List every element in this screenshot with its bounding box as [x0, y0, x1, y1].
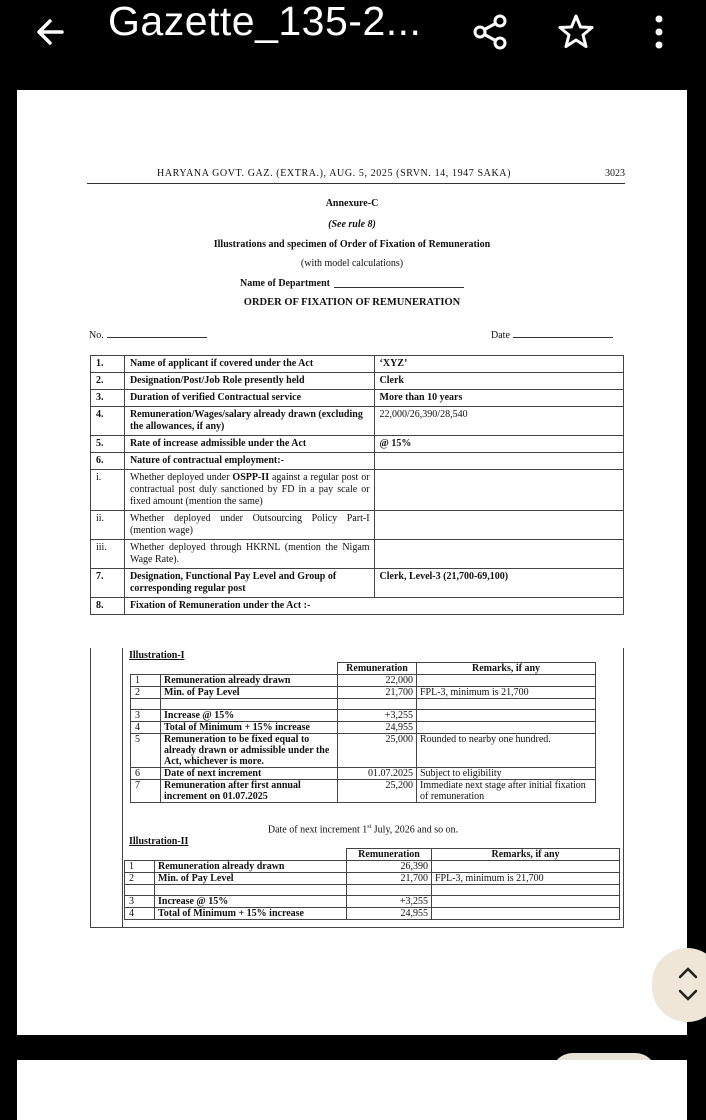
- spacer-cell: [347, 885, 432, 896]
- row-answer: Clerk: [374, 373, 623, 390]
- next-increment-note-tail: July, 2026 and so on.: [371, 824, 459, 836]
- step-value: 22,000: [338, 675, 417, 687]
- application-table: [90, 355, 624, 615]
- table-row: [91, 373, 624, 390]
- table-row: [131, 710, 596, 722]
- step-remark: [432, 908, 620, 920]
- row-number: ii.: [91, 511, 125, 540]
- row-answer: @ 15%: [374, 436, 623, 453]
- spacer-cell: [131, 699, 161, 710]
- step-label: Remuneration already drawn: [155, 861, 347, 873]
- illustration-1-footer: [130, 822, 596, 835]
- star-outline-icon[interactable]: [556, 12, 596, 52]
- department-blank: [334, 287, 464, 288]
- row-answer: [374, 470, 623, 511]
- app-bar: [0, 0, 706, 90]
- step-value: 24,955: [347, 908, 432, 920]
- table-row: [125, 896, 620, 908]
- row-number: 3.: [91, 390, 125, 407]
- row-number: 4.: [91, 407, 125, 436]
- table-row: [131, 780, 596, 803]
- table-row: [91, 598, 624, 615]
- annexure-label: Annexure-C: [325, 198, 379, 209]
- step-label: Remuneration after first annual increment on 01.07.2025: [161, 780, 338, 803]
- chevron-down-icon[interactable]: [678, 988, 698, 1002]
- next-increment-note-sup: st: [367, 824, 372, 830]
- step-remark: FPL-3, minimum is 21,700: [417, 687, 596, 699]
- row-answer: More than 10 years: [374, 390, 623, 407]
- row-question: Name of applicant if covered under the Act: [124, 356, 374, 373]
- order-title: ORDER OF FIXATION OF REMUNERATION: [243, 297, 461, 308]
- row-answer: 22,000/26,390/28,540: [374, 407, 623, 436]
- row-question: Whether deployed under Outsourcing Policy Part-I (mention wage): [124, 511, 374, 540]
- table-row: [91, 569, 624, 598]
- table-row: [131, 734, 596, 768]
- date-label: Date: [491, 330, 510, 341]
- step-label: Remuneration to be fixed equal to already drawn or admissible under the Act, whichever is more.: [161, 734, 338, 768]
- spacer-cell: [338, 699, 417, 710]
- step-value: +3,255: [347, 896, 432, 908]
- step-value: 21,700: [347, 873, 432, 885]
- row-answer: [374, 453, 623, 470]
- table-row: [91, 540, 624, 569]
- spacer-cell: [161, 699, 338, 710]
- gazette-header-text: HARYANA GOVT. GAZ. (EXTRA.), AUG. 5, 2025 (SRVN. 14, 1947 SAKA): [157, 168, 512, 179]
- step-number: 1: [131, 675, 161, 687]
- table-row: [125, 873, 620, 885]
- department-field: [240, 278, 464, 289]
- step-label: Increase @ 15%: [161, 710, 338, 722]
- row-question: Remuneration/Wages/salary already drawn (excluding the allowances, if any): [124, 407, 374, 436]
- next-increment-note: Date of next increment 1: [267, 824, 368, 836]
- gazette-header: [87, 168, 625, 184]
- step-label: Min. of Pay Level: [155, 873, 347, 885]
- page-number: 3023: [605, 168, 625, 179]
- row-number: 7.: [91, 569, 125, 598]
- step-value: 25,000: [338, 734, 417, 768]
- step-remark: FPL-3, minimum is 21,700: [432, 873, 620, 885]
- spacer-cell: [417, 699, 596, 710]
- step-value: 25,200: [338, 780, 417, 803]
- step-label: Total of Minimum + 15% increase: [155, 908, 347, 920]
- illustration-frame-divider: [122, 648, 123, 928]
- step-number: 3: [131, 710, 161, 722]
- step-label: Increase @ 15%: [155, 896, 347, 908]
- row-question: Whether deployed under OSPP-II against a regular post or contractual post duly sanctioned by FD in a pay scale or fixed amount (mention the same): [124, 470, 374, 511]
- rule-reference: (See rule 8): [328, 219, 376, 230]
- step-label: Min. of Pay Level: [161, 687, 338, 699]
- step-remark: [417, 675, 596, 687]
- table-row: [125, 908, 620, 920]
- document-subheading: (with model calculations): [300, 258, 404, 269]
- table-row: [131, 687, 596, 699]
- table-row: [91, 511, 624, 540]
- department-label: Name of Department: [240, 278, 330, 289]
- step-label: Date of next increment: [161, 768, 338, 780]
- step-remark: [417, 722, 596, 734]
- row-question: Rate of increase admissible under the Act: [124, 436, 374, 453]
- step-number: 2: [131, 687, 161, 699]
- step-value: 24,955: [338, 722, 417, 734]
- step-remark: [417, 710, 596, 722]
- step-number: 2: [125, 873, 155, 885]
- illustration-2-title: Illustration-II: [129, 836, 189, 847]
- table-row: [131, 722, 596, 734]
- number-blank: [107, 337, 207, 338]
- document-page[interactable]: [17, 90, 687, 1035]
- table-row: [91, 436, 624, 453]
- step-remark: Rounded to nearby one hundred.: [417, 734, 596, 768]
- chevron-up-icon[interactable]: [678, 966, 698, 980]
- illustration-1-table: [130, 662, 596, 803]
- step-number: 4: [125, 908, 155, 920]
- remuneration-header: Remuneration: [347, 849, 432, 861]
- row-answer: [374, 540, 623, 569]
- step-label: Remuneration already drawn: [161, 675, 338, 687]
- row-question: Designation/Post/Job Role presently held: [124, 373, 374, 390]
- blank-header: [131, 663, 338, 675]
- illustration-2-table: [124, 848, 620, 920]
- step-number: 3: [125, 896, 155, 908]
- row-number: i.: [91, 470, 125, 511]
- remarks-header: Remarks, if any: [432, 849, 620, 861]
- row-number: 6.: [91, 453, 125, 470]
- more-vertical-icon[interactable]: [644, 12, 674, 52]
- row-answer: Clerk, Level-3 (21,700-69,100): [374, 569, 623, 598]
- step-remark: Subject to eligibility: [417, 768, 596, 780]
- spacer-cell: [125, 885, 155, 896]
- date-blank: [513, 337, 613, 338]
- table-row: [91, 390, 624, 407]
- spacer-cell: [155, 885, 347, 896]
- table-row: [131, 675, 596, 687]
- table-row: [91, 356, 624, 373]
- row-number: 5.: [91, 436, 125, 453]
- step-value: 01.07.2025: [338, 768, 417, 780]
- illustration-1-title: Illustration-I: [129, 650, 185, 661]
- next-page-preview[interactable]: [17, 1060, 687, 1120]
- blank-header: [125, 849, 347, 861]
- remarks-header: Remarks, if any: [417, 663, 596, 675]
- date-field: [491, 330, 613, 341]
- table-row: [91, 453, 624, 470]
- table-row: [131, 768, 596, 780]
- step-value: +3,255: [338, 710, 417, 722]
- row-number: 2.: [91, 373, 125, 390]
- step-value: 26,390: [347, 861, 432, 873]
- step-number: 7: [131, 780, 161, 803]
- row-number: 1.: [91, 356, 125, 373]
- row-answer: ‘XYZ’: [374, 356, 623, 373]
- row-answer: [374, 511, 623, 540]
- row-question: Fixation of Remuneration under the Act :-: [124, 598, 623, 615]
- table-row: [91, 470, 624, 511]
- row-question: Duration of verified Contractual service: [124, 390, 374, 407]
- step-number: 5: [131, 734, 161, 768]
- table-row: [91, 407, 624, 436]
- number-label: No.: [89, 330, 104, 341]
- row-question: Designation, Functional Pay Level and Group of corresponding regular post: [124, 569, 374, 598]
- share-icon[interactable]: [470, 12, 510, 52]
- step-number: 1: [125, 861, 155, 873]
- row-question: Nature of contractual employment:-: [124, 453, 374, 470]
- step-remark: [432, 896, 620, 908]
- row-question: Whether deployed through HKRNL (mention the Nigam Wage Rate).: [124, 540, 374, 569]
- row-number: 8.: [91, 598, 125, 615]
- step-label: Total of Minimum + 15% increase: [161, 722, 338, 734]
- table-row: [125, 861, 620, 873]
- remuneration-header: Remuneration: [338, 663, 417, 675]
- document-heading: Illustrations and specimen of Order of Fixation of Remuneration: [213, 239, 491, 250]
- document-title: Gazette_135-2...: [108, 0, 422, 44]
- spacer-row: [131, 699, 596, 710]
- arrow-left-icon[interactable]: [30, 10, 74, 54]
- row-number: iii.: [91, 540, 125, 569]
- step-remark: Immediate next stage after initial fixation of remuneration: [417, 780, 596, 803]
- number-field: [89, 330, 207, 341]
- step-remark: [432, 861, 620, 873]
- step-value: 21,700: [338, 687, 417, 699]
- step-number: 4: [131, 722, 161, 734]
- step-number: 6: [131, 768, 161, 780]
- spacer-cell: [432, 885, 620, 896]
- spacer-row: [125, 885, 620, 896]
